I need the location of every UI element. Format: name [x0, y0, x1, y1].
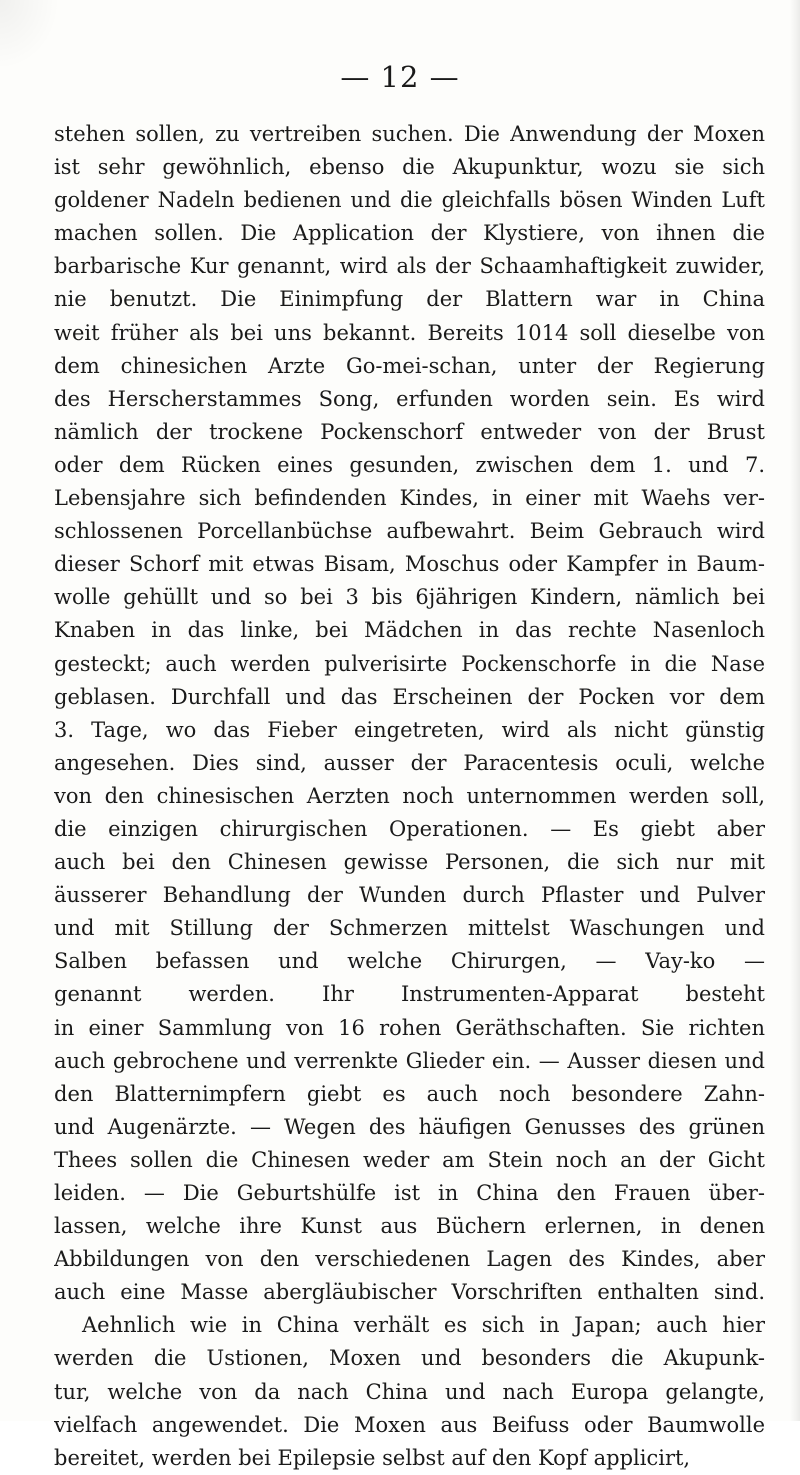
text-line: nämlich der trockene Pockenschorf entweder von der Brust: [54, 419, 765, 444]
text-line: angesehen. Dies sind, ausser der Paracentesis oculi, welche: [54, 750, 765, 775]
text-line: wolle gehüllt und so bei 3 bis 6jährigen Kindern, nämlich bei: [54, 585, 765, 610]
text-line: die einzigen chirurgischen Operationen. — Es giebt aber: [54, 816, 765, 841]
text-line: ist sehr gewöhnlich, ebenso die Akupunktur, wozu sie sich: [54, 155, 765, 180]
text-line: in einer Sammlung von 16 rohen Geräthschaften. Sie richten: [54, 1015, 765, 1040]
text-line: barbarische Kur genannt, wird als der Schaamhaftigkeit zuwider,: [54, 254, 765, 279]
text-line: Salben befassen und welche Chirurgen, — Vay-ko —: [54, 949, 765, 974]
text-line: goldener Nadeln bedienen und die gleichfalls bösen Winden Luft: [54, 188, 765, 213]
text-line: vielfach angewendet. Die Moxen aus Beifuss oder Baumwolle: [54, 1412, 765, 1437]
body-text: [54, 118, 765, 1475]
text-line: machen sollen. Die Application der Klystiere, von ihnen die: [54, 221, 765, 246]
text-line: leiden. — Die Geburtshülfe ist in China den Frauen über-: [54, 1181, 765, 1205]
text-line: tur, welche von da nach China und nach Europa gelangte,: [54, 1379, 765, 1404]
text-line: Lebensjahre sich befindenden Kindes, in einer mit Waehs ver-: [54, 486, 765, 511]
text-line: äusserer Behandlung der Wunden durch Pflaster und Pulver: [54, 883, 765, 908]
text-line: und mit Stillung der Schmerzen mittelst Waschungen und: [54, 916, 765, 941]
text-line: 3. Tage, wo das Fieber eingetreten, wird als nicht günstig: [54, 717, 765, 742]
text-line: geblasen. Durchfall und das Erscheinen der Pocken vor dem: [54, 684, 765, 709]
text-line: Knaben in das linke, bei Mädchen in das rechte Nasenloch: [54, 618, 765, 643]
text-line: Abbildungen von den verschiedenen Lagen des Kindes, aber: [54, 1247, 765, 1272]
text-line: gesteckt; auch werden pulverisirte Pockenschorfe in die Nase: [54, 651, 765, 676]
text-line: schlossenen Porcellanbüchse aufbewahrt. Beim Gebrauch wird: [54, 519, 765, 544]
text-line: Aehnlich wie in China verhält es sich in Japan; auch hier: [82, 1313, 765, 1338]
text-line: genannt werden. Ihr Instrumenten-Apparat besteht: [54, 982, 765, 1007]
text-line: des Herscherstammes Song, erfunden worden sein. Es wird: [54, 386, 765, 411]
text-line: nie benutzt. Die Einimpfung der Blattern war in China: [54, 287, 765, 312]
text-line: dieser Schorf mit etwas Bisam, Moschus oder Kampfer in Baum-: [54, 552, 765, 577]
page-number-header: — 12 —: [340, 60, 460, 94]
text-line: auch bei den Chinesen gewisse Personen, die sich nur mit: [54, 850, 765, 875]
page-edge-shadow: [790, 0, 800, 1421]
text-line: von den chinesischen Aerzten noch unternommen werden soll,: [54, 783, 765, 808]
text-line: oder dem Rücken eines gesunden, zwischen dem 1. und 7.: [54, 452, 765, 477]
text-line: weit früher als bei uns bekannt. Bereits 1014 soll dieselbe von: [54, 320, 765, 345]
text-line: den Blatternimpfern giebt es auch noch besondere Zahn-: [54, 1081, 765, 1106]
text-line: lassen, welche ihre Kunst aus Büchern erlernen, in denen: [54, 1214, 765, 1239]
text-line: bereitet, werden bei Epilepsie selbst auf den Kopf applicirt,: [54, 1445, 691, 1470]
text-line: auch gebrochene und verrenkte Glieder ein. — Ausser diesen und: [54, 1048, 765, 1073]
text-line: dem chinesichen Arzte Go-mei-schan, unter der Regierung: [54, 353, 765, 378]
text-line: stehen sollen, zu vertreiben suchen. Die Anwendung der Moxen: [54, 122, 765, 146]
text-line: und Augenärzte. — Wegen des häufigen Genusses des grünen: [54, 1114, 765, 1139]
text-line: werden die Ustionen, Moxen und besonders die Akupunk-: [54, 1346, 765, 1371]
text-line: auch eine Masse abergläubischer Vorschriften enthalten sind.: [54, 1280, 765, 1305]
text-line: Thees sollen die Chinesen weder am Stein noch an der Gicht: [54, 1147, 765, 1172]
